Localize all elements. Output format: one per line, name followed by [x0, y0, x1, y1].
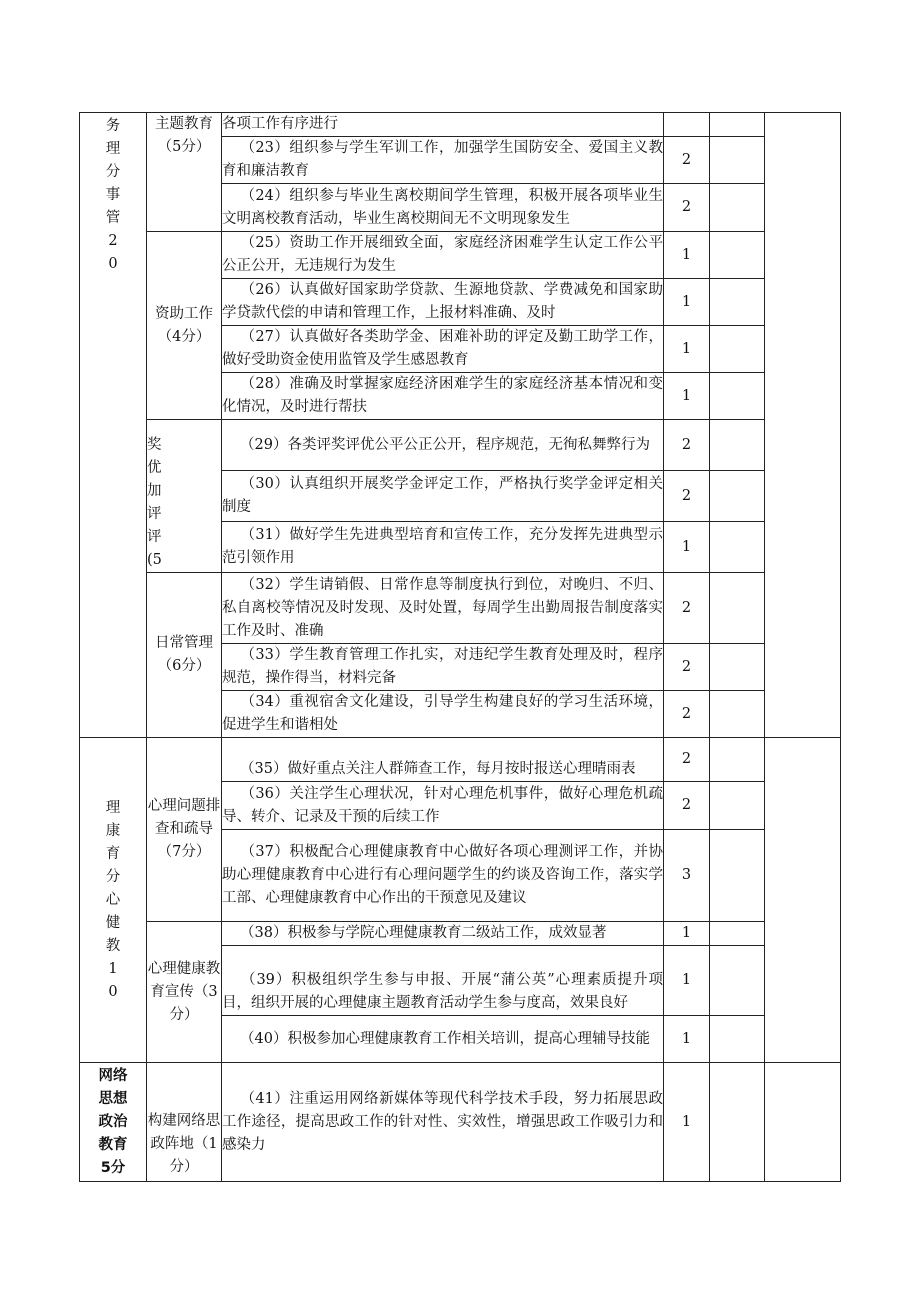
score-cell	[710, 782, 765, 830]
table-row	[80, 232, 841, 279]
item-text: （37）积极配合心理健康教育中心做好各项心理测评工作，并协助心理健康教育中心进行有心理问题学生的约谈及咨询工作，落实学工部、心理健康教育中心作出的干预意见及建议	[222, 830, 664, 922]
score-cell	[710, 522, 765, 573]
item-score: 2	[664, 420, 710, 471]
sub-award: 奖优加评评(5	[147, 420, 222, 573]
score-cell	[710, 373, 765, 420]
score-cell	[710, 232, 765, 279]
section-mental-title: 理康育分心健教10	[80, 738, 147, 1063]
score-cell	[710, 738, 765, 782]
score-cell	[710, 137, 765, 184]
item-score: 2	[664, 471, 710, 522]
sub-theme-education: 主题教育（5分）	[147, 113, 222, 232]
item-text: （23）组织参与学生军训工作，加强学生国防安全、爱国主义教育和廉洁教育	[222, 137, 664, 184]
remark-cell	[765, 113, 841, 738]
score-cell	[710, 946, 765, 1016]
section-affairs-title: 务理分事管20	[80, 113, 147, 738]
item-text: （28）准确及时掌握家庭经济困难学生的家庭经济基本情况和变化情况，及时进行帮扶	[222, 373, 664, 420]
item-text: （32）学生请销假、日常作息等制度执行到位，对晚归、不归、私自离校等情况及时发现、及时处置，每周学生出勤周报告制度落实工作及时、准确	[222, 573, 664, 644]
item-text: 各项工作有序进行	[222, 113, 664, 137]
item-score: 1	[664, 232, 710, 279]
score-cell	[710, 1016, 765, 1063]
item-score: 2	[664, 573, 710, 644]
remark-cell	[765, 1063, 841, 1182]
item-text: （30）认真组织开展奖学金评定工作，严格执行奖学金评定相关制度	[222, 471, 664, 522]
item-score: 2	[664, 691, 710, 738]
sub-daily-management: 日常管理（6分）	[147, 573, 222, 738]
item-score: 2	[664, 184, 710, 232]
score-cell	[710, 1063, 765, 1182]
item-score: 1	[664, 946, 710, 1016]
remark-cell	[765, 738, 841, 1063]
item-score: 2	[664, 782, 710, 830]
sub-psych-promotion: 心理健康教育宣传（3分）	[147, 922, 222, 1063]
score-cell	[710, 471, 765, 522]
score-cell	[710, 113, 765, 137]
item-text: （25）资助工作开展细致全面，家庭经济困难学生认定工作公平公正公开，无违规行为发生	[222, 232, 664, 279]
score-cell	[710, 644, 765, 691]
section-network-title: 网络思想政治教育5分	[80, 1063, 147, 1182]
item-text: （40）积极参加心理健康教育工作相关培训，提高心理辅导技能	[222, 1016, 664, 1063]
item-text: （36）关注学生心理状况，针对心理危机事件，做好心理危机疏导、转介、记录及干预的后续工作	[222, 782, 664, 830]
sub-network-build: 构建网络思政阵地（1分）	[147, 1063, 222, 1182]
item-score: 1	[664, 279, 710, 326]
item-text: （39）积极组织学生参与申报、开展“蒲公英”心理素质提升项目，组织开展的心理健康主题教育活动学生参与度高，效果良好	[222, 946, 664, 1016]
item-score: 1	[664, 922, 710, 946]
score-cell	[710, 922, 765, 946]
score-cell	[710, 279, 765, 326]
item-text: （34）重视宿舍文化建设，引导学生构建良好的学习生活环境，促进学生和谐相处	[222, 691, 664, 738]
item-text: （41）注重运用网络新媒体等现代科学技术手段，努力拓展思政工作途径，提高思政工作的针对性、实效性，增强思政工作吸引力和感染力	[222, 1063, 664, 1182]
score-cell	[710, 326, 765, 373]
score-cell	[710, 573, 765, 644]
item-text: （24）组织参与毕业生离校期间学生管理，积极开展各项毕业生文明离校教育活动，毕业生离校期间无不文明现象发生	[222, 184, 664, 232]
score-cell	[710, 420, 765, 471]
item-score: 2	[664, 137, 710, 184]
item-score	[664, 113, 710, 137]
item-score: 1	[664, 326, 710, 373]
table-row	[80, 1063, 841, 1182]
item-score: 2	[664, 738, 710, 782]
table-row	[80, 573, 841, 644]
item-score: 1	[664, 522, 710, 573]
item-text: （33）学生教育管理工作扎实，对违纪学生教育处理及时，程序规范，操作得当，材料完备	[222, 644, 664, 691]
item-score: 1	[664, 373, 710, 420]
item-text: （29）各类评奖评优公平公正公开，程序规范，无徇私舞弊行为	[222, 420, 664, 471]
item-score: 3	[664, 830, 710, 922]
table-row	[80, 922, 841, 946]
sub-psych-screening: 心理问题排查和疏导（7分）	[147, 738, 222, 922]
score-cell	[710, 691, 765, 738]
table-row	[80, 738, 841, 782]
item-text: （27）认真做好各类助学金、困难补助的评定及勤工助学工作，做好受助资金使用监管及学生感恩教育	[222, 326, 664, 373]
item-score: 1	[664, 1016, 710, 1063]
item-score: 1	[664, 1063, 710, 1182]
score-cell	[710, 830, 765, 922]
evaluation-table	[79, 112, 841, 1182]
item-text: （38）积极参与学院心理健康教育二级站工作，成效显著	[222, 922, 664, 946]
table-row	[80, 113, 841, 137]
sub-aid-work: 资助工作（4分）	[147, 232, 222, 420]
score-cell	[710, 184, 765, 232]
table-row	[80, 420, 841, 471]
item-score: 2	[664, 644, 710, 691]
item-text: （26）认真做好国家助学贷款、生源地贷款、学费减免和国家助学贷款代偿的申请和管理工作，上报材料准确、及时	[222, 279, 664, 326]
item-text: （35）做好重点关注人群筛查工作，每月按时报送心理晴雨表	[222, 738, 664, 782]
item-text: （31）做好学生先进典型培育和宣传工作，充分发挥先进典型示范引领作用	[222, 522, 664, 573]
